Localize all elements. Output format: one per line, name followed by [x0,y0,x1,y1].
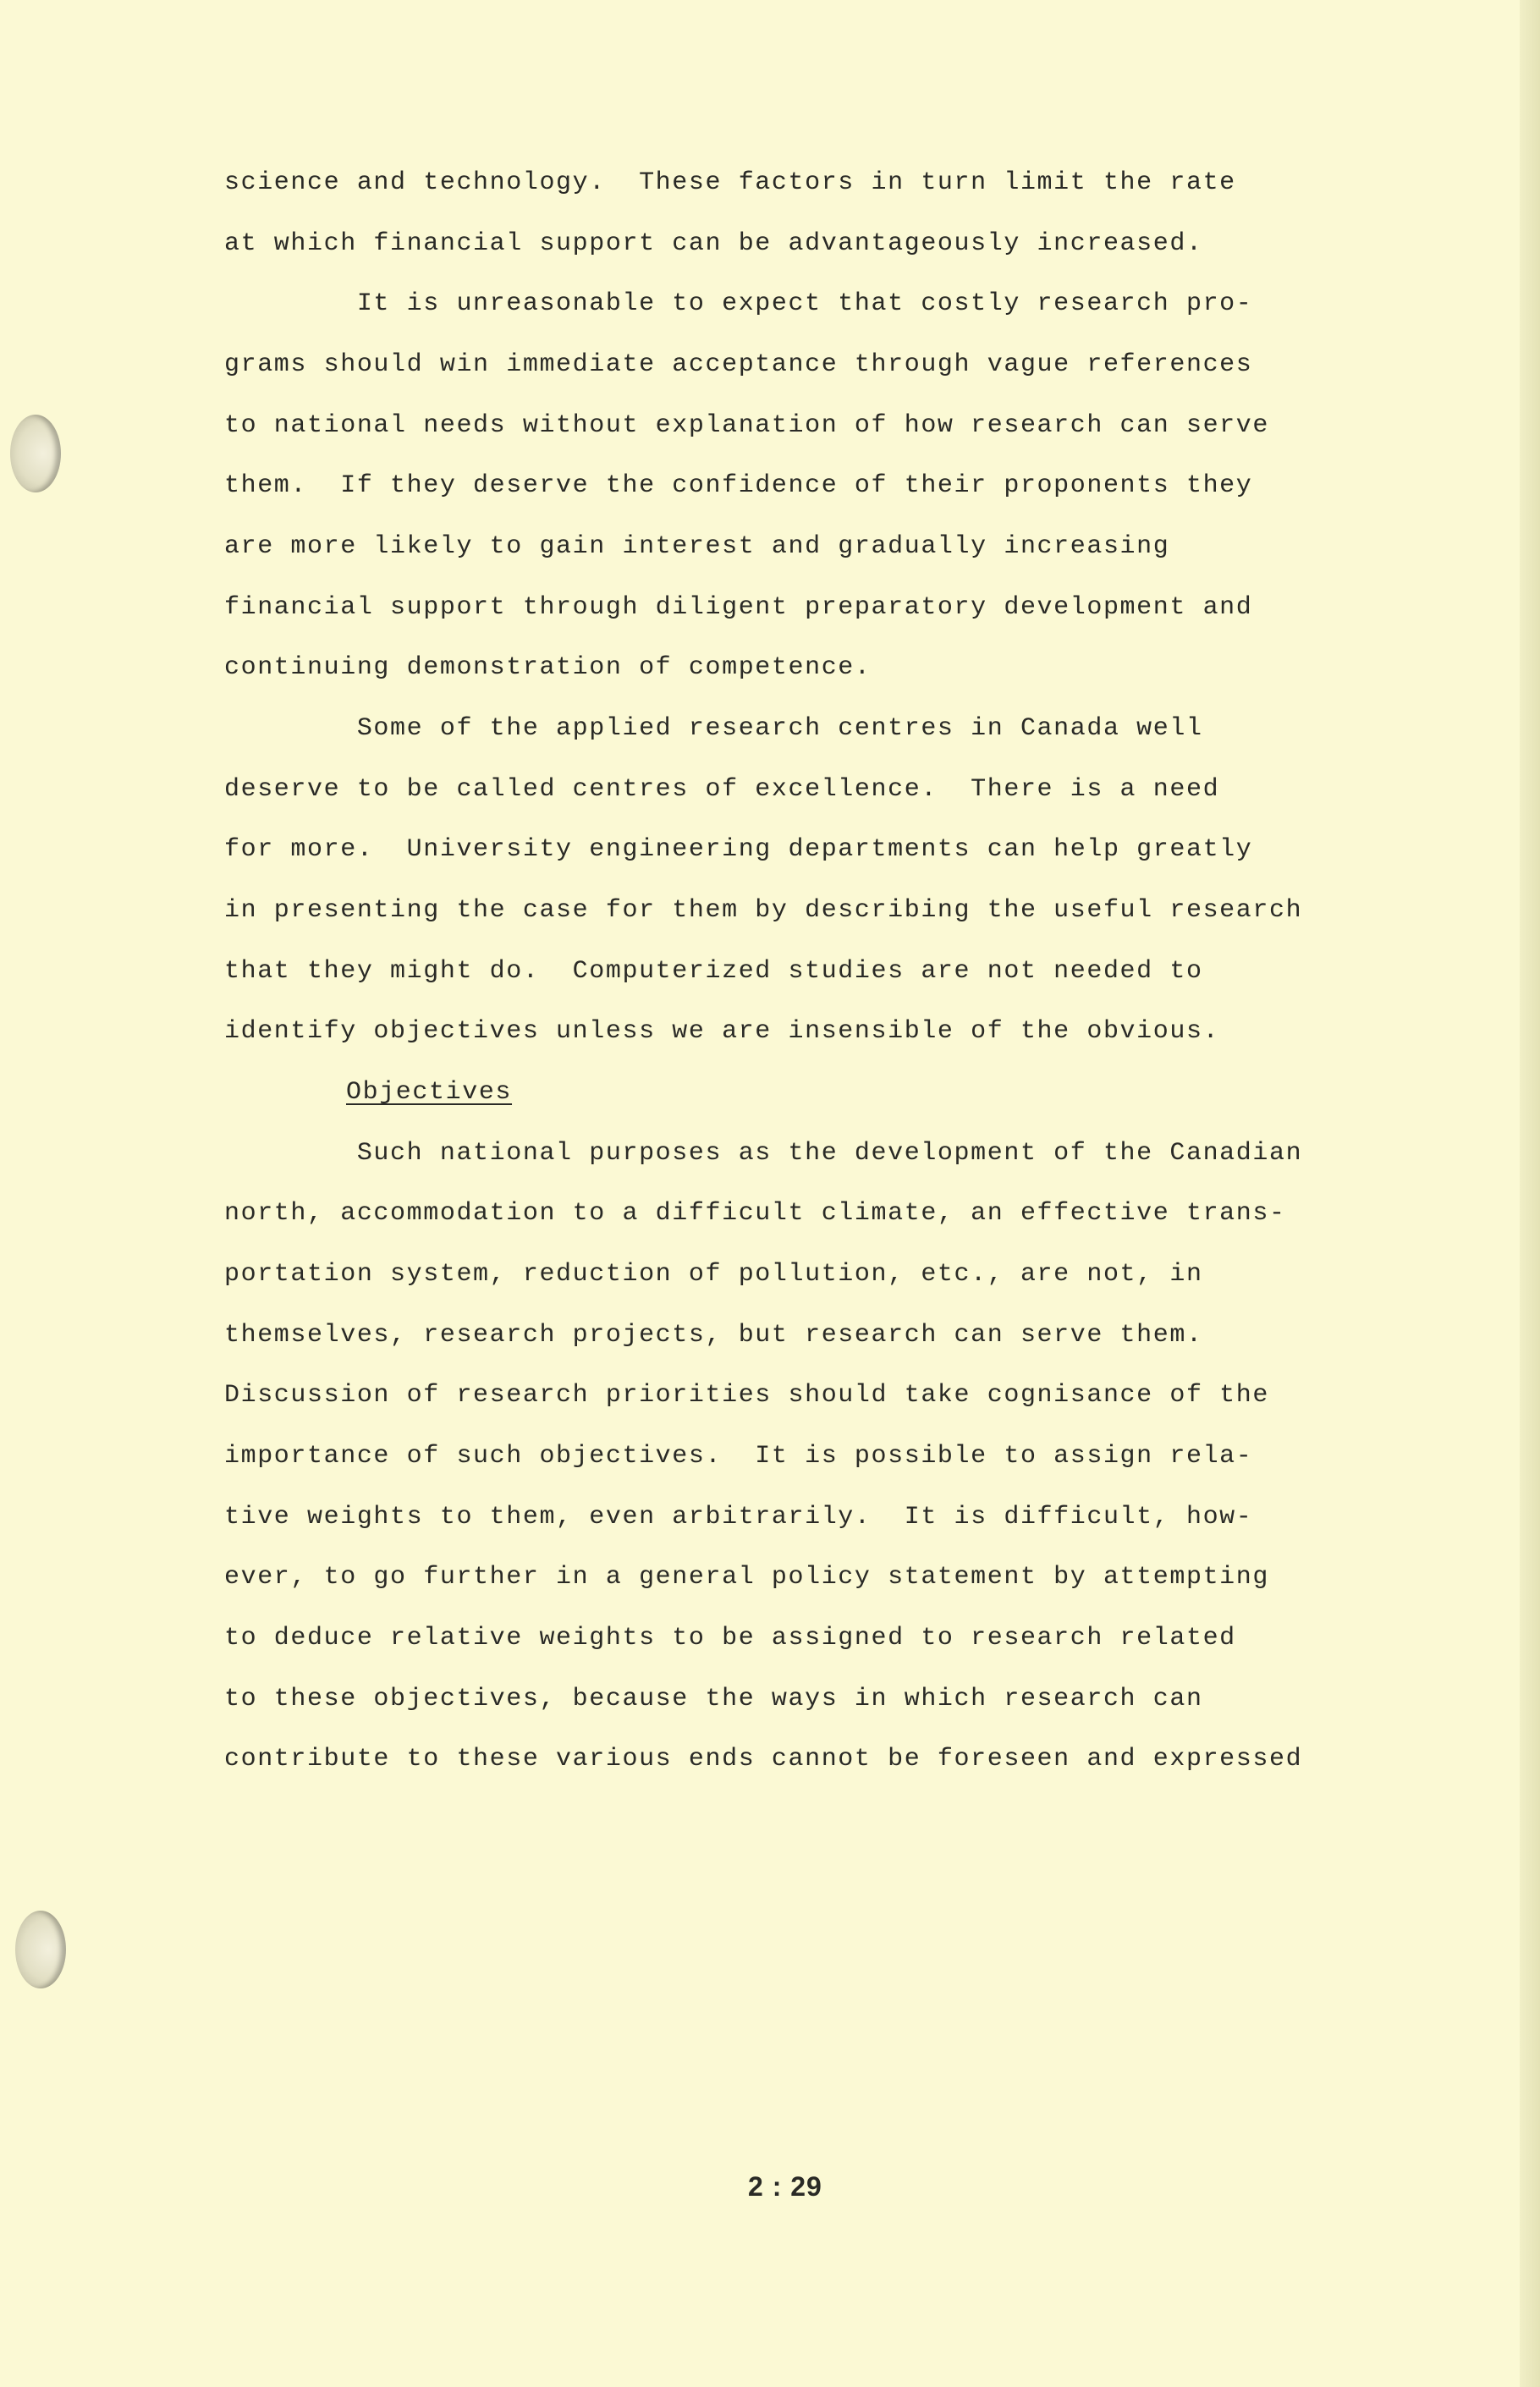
text-line: science and technology. These factors in turn limit the rate [224,168,1236,197]
text-line: It is unreasonable to expect that costly research pro- [224,289,1253,318]
text-line: them. If they deserve the confidence of their proponents they [224,471,1253,500]
text-line: in presenting the case for them by describing the useful research [224,896,1303,925]
text-line: Such national purposes as the development of the Canadian [224,1139,1303,1168]
text-line: Some of the applied research centres in Canada well [224,714,1203,743]
text-line: ever, to go further in a general policy statement by attempting [224,1563,1269,1592]
text-line: portation system, reduction of pollution, etc., are not, in [224,1260,1203,1289]
binder-hole-top [10,415,61,492]
text-line: identify objectives unless we are insensible of the obvious. [224,1017,1220,1046]
page-edge-shadow [1520,0,1540,2387]
text-line: for more. University engineering departments can help greatly [224,835,1253,864]
text-line: deserve to be called centres of excellence. There is a need [224,775,1220,804]
text-line: to these objectives, because the ways in which research can [224,1685,1203,1713]
text-line: tive weights to them, even arbitrarily. It is difficult, how- [224,1503,1253,1532]
text-line: are more likely to gain interest and gradually increasing [224,532,1170,561]
text-line: contribute to these various ends cannot be foreseen and expressed [224,1745,1303,1774]
binder-hole-bottom [15,1911,66,1988]
text-line: Discussion of research priorities should take cognisance of the [224,1381,1269,1410]
text-line: that they might do. Computerized studies are not needed to [224,957,1203,986]
text-line: continuing demonstration of competence. [224,653,872,682]
text-line: north, accommodation to a difficult climate, an effective trans- [224,1199,1286,1228]
text-line: at which financial support can be advantageously increased. [224,229,1203,258]
text-line: to deduce relative weights to be assigned to research related [224,1624,1236,1653]
text-line: themselves, research projects, but research can serve them. [224,1321,1203,1350]
text-line: importance of such objectives. It is possible to assign rela- [224,1442,1253,1471]
page-number: 2 : 29 [748,2171,822,2202]
text-line: grams should win immediate acceptance through vague references [224,350,1253,379]
text-line: to national needs without explanation of how research can serve [224,411,1269,440]
section-heading: Objectives [346,1078,513,1107]
text-line: financial support through diligent preparatory development and [224,593,1253,622]
